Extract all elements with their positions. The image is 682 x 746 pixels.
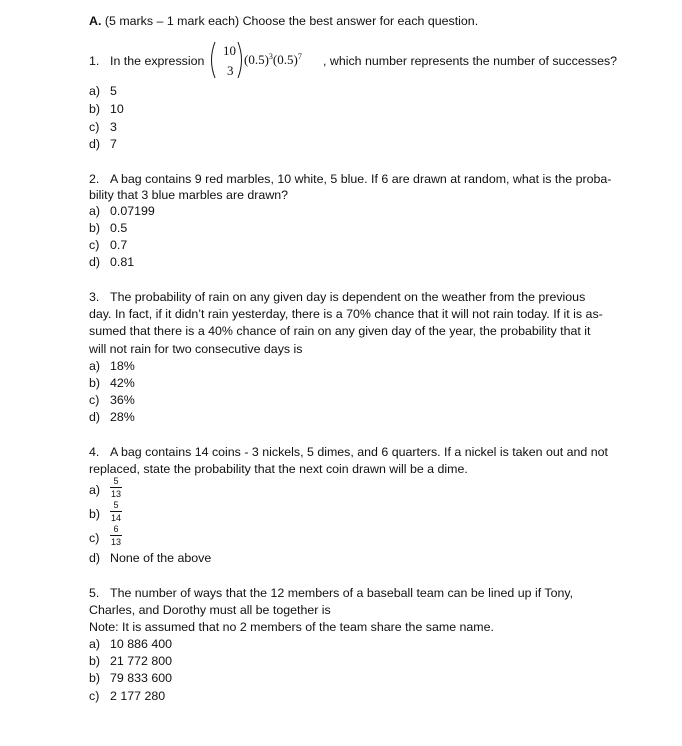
question-4-option-c-label[interactable]: c) [89, 531, 100, 545]
question-5-option-b[interactable]: b) 21 772 800 [89, 654, 173, 668]
question-5-option-b2[interactable]: b) 79 833 600 [89, 671, 173, 685]
left-paren [207, 41, 216, 79]
question-4-line-1: 4. A bag contains 14 coins - 3 nickels, 5 dimes, and 6 quarters. If a nickel is taken out and not [89, 445, 608, 459]
question-2-line-1: 2. A bag contains 9 red marbles, 10 white, 5 blue. If 6 are drawn at random, what is the proba- [89, 172, 612, 186]
question-1-option-c[interactable]: c) 3 [89, 120, 117, 134]
question-4-option-a-fraction: 5 13 [110, 476, 121, 499]
question-5-line-1: 5. The number of ways that the 12 members of a baseball team can be lined up if Tony, [89, 586, 574, 600]
question-5-number: 5. [89, 586, 100, 600]
section-instructions: (5 marks – 1 mark each) Choose the best answer for each question. [104, 14, 479, 28]
power-exp-2: 7 [297, 52, 302, 61]
question-2-line-2: bility that 3 blue marbles are drawn? [89, 188, 289, 202]
question-1-number: 1. [89, 54, 100, 68]
question-4-option-b-fraction: 5 14 [110, 500, 121, 523]
question-4-line-2: replaced, state the probability that the next coin drawn will be a dime. [89, 462, 468, 476]
question-1-option-d[interactable]: d) 7 [89, 137, 117, 151]
question-1-text-after: , which number represents the number of successes? [323, 54, 618, 68]
question-3-line-4: will not rain for two consecutive days is [89, 342, 303, 356]
section-letter: A. [89, 14, 102, 28]
question-5-option-a[interactable]: a) 10 886 400 [89, 637, 173, 651]
question-3-line-3: sumed that there is a 40% chance of rain on any given day of the year, the probability that it [89, 324, 591, 338]
question-2-option-c[interactable]: c) 0.7 [89, 238, 128, 252]
question-1-text-before: In the expression [110, 54, 205, 68]
question-4-option-b-label[interactable]: b) [89, 507, 101, 521]
question-1-option-b[interactable]: b) 10 [89, 102, 124, 116]
question-3-option-c[interactable]: c) 36% [89, 393, 135, 407]
question-2-number: 2. [89, 172, 100, 186]
question-4-option-c-fraction: 6 13 [110, 524, 121, 547]
question-3-number: 3. [89, 290, 100, 304]
question-3-line-1: 3. The probability of rain on any given day is dependent on the weather from the previous [89, 290, 586, 304]
question-3-option-a[interactable]: a) 18% [89, 359, 135, 373]
question-4-option-d[interactable]: d) None of the above [89, 551, 212, 565]
power-base-2: (0.5) [272, 52, 298, 67]
question-2-option-b[interactable]: b) 0.5 [89, 221, 128, 235]
question-2-option-d[interactable]: d) 0.81 [89, 255, 135, 269]
question-4-number: 4. [89, 445, 100, 459]
question-5-line-2: Charles, and Dorothy must all be together is [89, 603, 331, 617]
power-base-1: (0.5) [244, 52, 269, 67]
question-3-option-d[interactable]: d) 28% [89, 410, 135, 424]
section-header [89, 13, 478, 29]
binomial-powers [244, 52, 302, 68]
binomial-n: 10 [223, 43, 236, 58]
question-3-line-2: day. In fact, if it didn’t rain yesterday, there is a 70% chance that it will not rain today. If it is as- [89, 307, 603, 321]
question-5-option-c[interactable]: c) 2 177 280 [89, 689, 166, 703]
question-3-option-b[interactable]: b) 42% [89, 376, 135, 390]
question-2-option-a[interactable]: a) 0.07199 [89, 204, 155, 218]
question-1-stem [89, 53, 204, 69]
binomial-expression [207, 41, 327, 83]
power-exp-1: 3 [268, 52, 273, 61]
question-4-option-a-label[interactable]: a) [89, 483, 101, 497]
binomial-k: 3 [227, 63, 234, 78]
question-5-note: Note: It is assumed that no 2 members of the team share the same name. [89, 620, 494, 634]
question-1-option-a[interactable]: a) 5 [89, 84, 117, 98]
